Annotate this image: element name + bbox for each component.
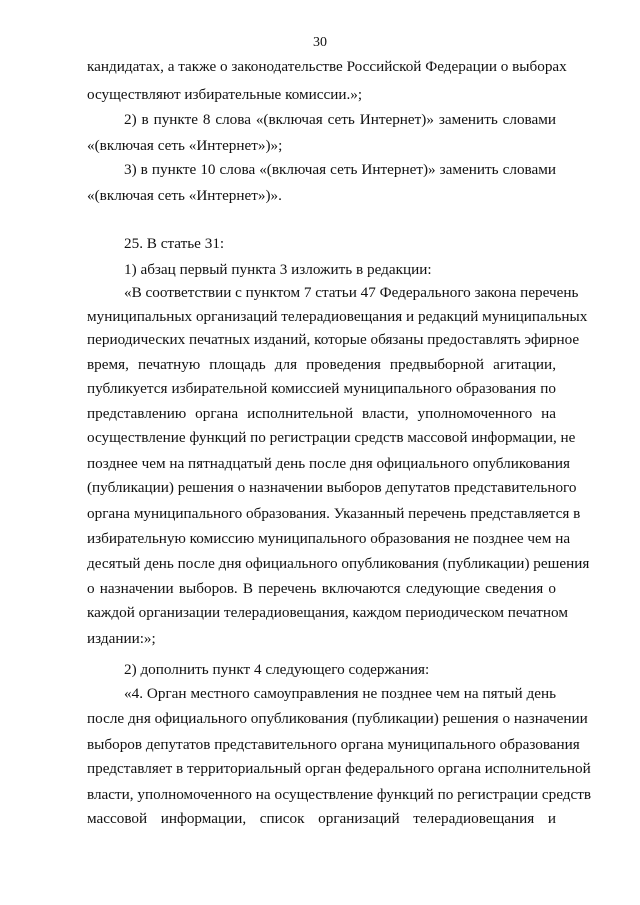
- text-line: 25. В статье 31:: [124, 235, 225, 252]
- text-line: массовой информации, список организаций телерадиовещания и: [87, 810, 556, 827]
- text-line: 1) абзац первый пункта 3 изложить в редакции:: [124, 261, 432, 278]
- text-line: «В соответствии с пунктом 7 статьи 47 Федерального закона перечень: [124, 284, 579, 301]
- text-line: представляет в территориальный орган федерального органа исполнительной: [87, 760, 591, 777]
- text-line: кандидатах, а также о законодательстве Российской Федерации о выборах: [87, 58, 567, 75]
- text-line: периодических печатных изданий, которые обязаны предоставлять эфирное: [87, 331, 580, 348]
- text-line: 2) дополнить пункт 4 следующего содержания:: [124, 661, 430, 678]
- text-line: «4. Орган местного самоуправления не позднее чем на пятый день: [124, 685, 556, 702]
- text-line: власти, уполномоченного на осуществление функций по регистрации средств: [87, 786, 592, 803]
- text-line: представлению органа исполнительной власти, уполномоченного на: [87, 405, 556, 422]
- text-line: «(включая сеть «Интернет»)»;: [87, 137, 283, 154]
- text-line: публикуется избирательной комиссией муниципального образования по: [87, 380, 556, 397]
- text-line: каждой организации телерадиовещания, каждом периодическом печатном: [87, 604, 568, 621]
- text-line: после дня официального опубликования (публикации) решения о назначении: [87, 710, 588, 727]
- page-number: 30: [313, 35, 327, 50]
- text-line: десятый день после дня официального опубликования (публикации) решения: [87, 555, 590, 572]
- text-line: осуществление функций по регистрации средств массовой информации, не: [87, 429, 576, 446]
- text-line: осуществляют избирательные комиссии.»;: [87, 86, 363, 103]
- text-line: органа муниципального образования. Указанный перечень представляется в: [87, 505, 581, 522]
- text-line: муниципальных организаций телерадиовещания и редакций муниципальных: [87, 308, 588, 325]
- text-line: избирательную комиссию муниципального образования не позднее чем на: [87, 530, 571, 547]
- text-line: выборов депутатов представительного органа муниципального образования: [87, 736, 580, 753]
- text-line: издании:»;: [87, 630, 156, 647]
- text-line: «(включая сеть «Интернет»)».: [87, 187, 282, 204]
- text-line: о назначении выборов. В перечень включаются следующие сведения о: [87, 580, 556, 597]
- text-line: (публикации) решения о назначении выборов депутатов представительного: [87, 479, 577, 496]
- text-line: позднее чем на пятнадцатый день после дня официального опубликования: [87, 455, 571, 472]
- text-line: время, печатную площадь для проведения предвыборной агитации,: [87, 356, 556, 373]
- text-line: 2) в пункте 8 слова «(включая сеть Интернет)» заменить словами: [124, 111, 556, 128]
- text-line: 3) в пункте 10 слова «(включая сеть Интернет)» заменить словами: [124, 161, 556, 178]
